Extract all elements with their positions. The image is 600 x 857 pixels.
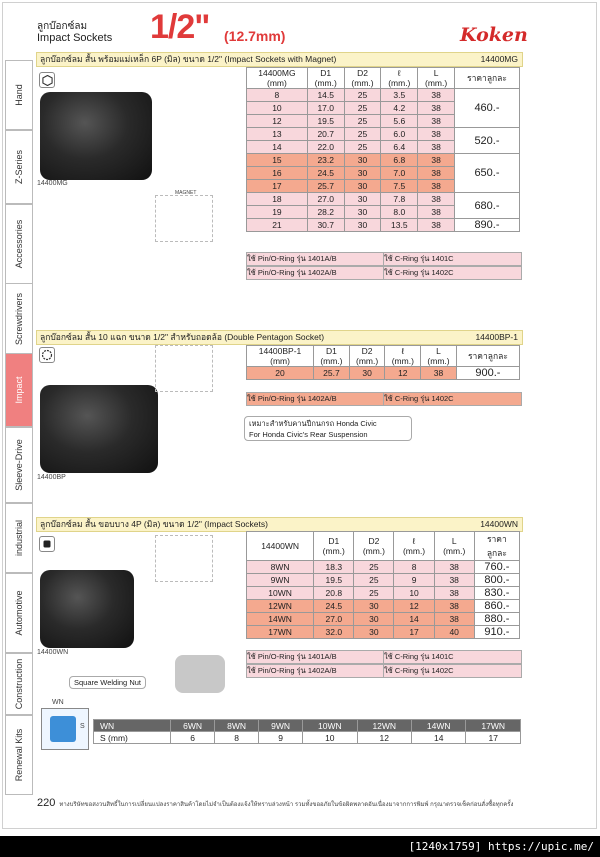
table-cell: 38 — [434, 561, 474, 574]
section-code: 14400MG — [480, 54, 518, 64]
photo-label: 14400MG — [37, 180, 68, 187]
table-cell: 18.3 — [314, 561, 354, 574]
price-cell: 910.- — [474, 626, 519, 639]
page-footer — [37, 797, 513, 809]
table-cell: 12 — [247, 115, 308, 128]
dimension-diagram — [155, 195, 213, 242]
table-cell: 19 — [247, 206, 308, 219]
table-cell: 38 — [418, 102, 455, 115]
table-cell: 7.5 — [381, 180, 418, 193]
table-cell: 23.2 — [307, 154, 344, 167]
dimension-diagram — [155, 535, 213, 582]
column-header: ℓ (mm.) — [385, 346, 421, 367]
section-bar-mg — [36, 52, 523, 67]
socket-photo-mg — [40, 92, 152, 180]
table-cell: 8 — [215, 732, 259, 744]
dimension-diagram — [155, 345, 213, 392]
table-cell: 20.7 — [307, 128, 344, 141]
table-cell: 12WN — [247, 600, 314, 613]
price-cell: 890.- — [454, 219, 519, 232]
table-cell: 8 — [394, 561, 434, 574]
table-cell: 6.4 — [381, 141, 418, 154]
table-cell: 10 — [303, 732, 357, 744]
table-cell: 3.5 — [381, 89, 418, 102]
header-row — [247, 68, 520, 89]
table-row — [247, 600, 520, 613]
table-cell: 40 — [434, 626, 474, 639]
table-cell: 19.5 — [307, 115, 344, 128]
column-header: L (mm.) — [421, 346, 457, 367]
side-tab-z-series[interactable] — [5, 130, 33, 204]
table-cell: 10 — [247, 102, 308, 115]
table-cell: 6 — [171, 732, 215, 744]
table-cell: S (mm) — [94, 732, 171, 744]
column-header: ℓ (mm.) — [381, 68, 418, 89]
side-tab-accessories[interactable] — [5, 204, 33, 284]
column-header: ราคาลูกละ — [456, 346, 519, 367]
table-cell: 38 — [418, 115, 455, 128]
table-cell: 25 — [344, 128, 381, 141]
price-cell: 800.- — [474, 574, 519, 587]
table-cell: 12 — [385, 367, 421, 380]
column-header: D1 (mm.) — [314, 346, 350, 367]
table-row — [247, 154, 520, 167]
side-tab-label: industrial — [14, 519, 24, 557]
table-cell: 15 — [247, 154, 308, 167]
table-cell: 10WN — [247, 587, 314, 600]
section-bar-bp — [36, 330, 523, 345]
table-cell: 4.2 — [381, 102, 418, 115]
table-row — [247, 626, 520, 639]
table-cell: 20.8 — [314, 587, 354, 600]
header-row — [247, 346, 520, 367]
table-cell: 12WN — [357, 720, 411, 732]
note-cring: ใช้ C-Ring รุ่น 1402C — [383, 392, 522, 406]
table-cell: 25 — [344, 102, 381, 115]
table-cell: 14 — [394, 613, 434, 626]
table-cell: 10 — [394, 587, 434, 600]
table-cell: 17WN — [247, 626, 314, 639]
table-row — [247, 561, 520, 574]
table-cell: 5.6 — [381, 115, 418, 128]
table-cell: 27.0 — [314, 613, 354, 626]
table-cell: 17 — [394, 626, 434, 639]
column-header: L (mm.) — [418, 68, 455, 89]
table-row — [94, 720, 521, 732]
table-cell: 38 — [434, 574, 474, 587]
table-cell: 38 — [418, 89, 455, 102]
table-cell: 9WN — [259, 720, 303, 732]
side-tab-label: Z-Series — [14, 149, 24, 185]
side-tab-hand[interactable] — [5, 60, 33, 130]
size-heading: 1/2" — [150, 8, 210, 46]
table-cell: 38 — [418, 193, 455, 206]
side-tab-label: Impact — [14, 376, 24, 404]
table-cell: 38 — [418, 141, 455, 154]
table-cell: 8.0 — [381, 206, 418, 219]
side-tab-screwdrivers[interactable] — [5, 283, 33, 355]
photo-label: 14400BP — [37, 474, 66, 481]
table-row — [247, 574, 520, 587]
photo-label: 14400WN — [37, 649, 69, 656]
note-pin: ใช้ Pin/O-Ring รุ่น 1402A/B — [246, 664, 384, 678]
table-cell: 17WN — [466, 720, 521, 732]
spec-table-bp — [246, 345, 520, 380]
spec-table-wn — [246, 531, 520, 639]
side-tab-label: Accessories — [14, 219, 24, 269]
table-cell: 32.0 — [314, 626, 354, 639]
table-cell: 25.7 — [307, 180, 344, 193]
table-cell: 30.7 — [307, 219, 344, 232]
table-cell: 18 — [247, 193, 308, 206]
table-cell: 38 — [421, 367, 457, 380]
wn-square-diagram — [41, 708, 89, 750]
size-mm: (12.7mm) — [224, 28, 286, 44]
square-icon — [39, 536, 55, 552]
table-cell: 9WN — [247, 574, 314, 587]
side-tab-label: Screwdrivers — [14, 292, 24, 346]
table-cell: 38 — [418, 206, 455, 219]
table-cell: 30 — [344, 154, 381, 167]
table-cell: 16 — [247, 167, 308, 180]
table-row — [247, 89, 520, 102]
table-cell: 8WN — [247, 561, 314, 574]
table-cell: 25.7 — [314, 367, 350, 380]
table-cell: 8 — [247, 89, 308, 102]
socket-photo-wn — [40, 570, 134, 648]
column-header: ℓ (mm.) — [394, 532, 434, 561]
price-cell: 460.- — [454, 89, 519, 128]
side-tab-industrial[interactable] — [5, 503, 33, 573]
table-cell: 30 — [344, 167, 381, 180]
table-cell: 30 — [354, 626, 394, 639]
note-pin: ใช้ Pin/O-Ring รุ่น 1402A/B — [246, 392, 384, 406]
table-cell: 30 — [344, 193, 381, 206]
note-cring: ใช้ C-Ring รุ่น 1402C — [383, 664, 522, 678]
callout-english: For Honda Civic's Rear Suspension — [249, 430, 368, 439]
hexagon-icon — [39, 72, 55, 88]
watermark-bar — [0, 836, 600, 857]
note-pin: ใช้ Pin/O-Ring รุ่น 1401A/B — [246, 650, 384, 664]
table-cell: 30 — [344, 219, 381, 232]
note-pin: ใช้ Pin/O-Ring รุ่น 1402A/B — [246, 266, 384, 280]
table-cell: 6.0 — [381, 128, 418, 141]
table-row — [94, 732, 521, 744]
table-cell: 6.8 — [381, 154, 418, 167]
section-title: ลูกบ๊อกซ์ลม สั้น พร้อมแม่เหล็ก 6P (มิล) ขนาด 1/2" (Impact Sockets with Magnet) — [40, 54, 337, 64]
table-cell: 14.5 — [307, 89, 344, 102]
column-header: D2 (mm.) — [354, 532, 394, 561]
price-cell: 650.- — [454, 154, 519, 193]
side-tab-label: Renewal Kits — [14, 728, 24, 782]
price-cell: 880.- — [474, 613, 519, 626]
title-thai: ลูกบ๊อกซ์ลม — [37, 21, 88, 32]
table-cell: 14WN — [247, 613, 314, 626]
table-cell: 21 — [247, 219, 308, 232]
price-cell: 680.- — [454, 193, 519, 219]
table-cell: 7.0 — [381, 167, 418, 180]
column-header: ราคา ลูกละ — [474, 532, 519, 561]
table-cell: 25 — [344, 115, 381, 128]
column-header: ราคาลูกละ — [454, 68, 519, 89]
section-bar-wn — [36, 517, 523, 532]
price-cell: 860.- — [474, 600, 519, 613]
magnet-label: MAGNET — [175, 190, 197, 196]
table-cell: 30 — [349, 367, 385, 380]
table-cell: 30 — [344, 180, 381, 193]
table-cell: 14 — [247, 141, 308, 154]
table-cell: 14 — [412, 732, 466, 744]
section-title: ลูกบ๊อกซ์ลม สั้น ขอบบาง 4P (มิล) ขนาด 1/2" (Impact Sockets) — [40, 519, 268, 529]
table-cell: 24.5 — [307, 167, 344, 180]
section-code: 14400BP-1 — [475, 332, 518, 342]
table-cell: 28.2 — [307, 206, 344, 219]
table-cell: 25 — [344, 141, 381, 154]
table-cell: 12 — [357, 732, 411, 744]
table-cell: 38 — [418, 154, 455, 167]
table-cell: 25 — [354, 574, 394, 587]
table-cell: 38 — [434, 600, 474, 613]
table-cell: 30 — [344, 206, 381, 219]
price-cell: 520.- — [454, 128, 519, 154]
table-cell: 19.5 — [314, 574, 354, 587]
side-tab-label: Hand — [14, 84, 24, 106]
table-cell: 20 — [247, 367, 314, 380]
column-header: D1 (mm.) — [314, 532, 354, 561]
table-row — [247, 128, 520, 141]
table-cell: 25 — [344, 89, 381, 102]
table-cell: 10WN — [303, 720, 357, 732]
section-code: 14400WN — [480, 519, 518, 529]
column-header: 14400WN — [247, 532, 314, 561]
spec-table-mg — [246, 67, 520, 232]
column-header: 14400BP-1 (mm) — [247, 346, 314, 367]
table-row — [247, 219, 520, 232]
price-cell: 830.- — [474, 587, 519, 600]
side-tab-impact[interactable] — [5, 353, 33, 427]
callout-thai: เหมาะสำหรับคานปีกนกรถ Honda Civic — [249, 419, 377, 428]
page-number: 220 — [37, 797, 56, 809]
note-pin: ใช้ Pin/O-Ring รุ่น 1401A/B — [246, 252, 384, 266]
table-row — [247, 587, 520, 600]
table-row — [247, 193, 520, 206]
watermark: [1240x1759] https://upic.me/ — [408, 840, 594, 853]
table-cell: 25 — [354, 561, 394, 574]
table-cell: 38 — [434, 613, 474, 626]
price-cell: 900.- — [456, 367, 519, 380]
table-cell: 30 — [354, 600, 394, 613]
table-cell: 27.0 — [307, 193, 344, 206]
table-cell: 24.5 — [314, 600, 354, 613]
table-cell: 17 — [466, 732, 521, 744]
note-cring: ใช้ C-Ring รุ่น 1401C — [383, 650, 522, 664]
square-nut-icon — [50, 716, 76, 742]
wn-icon-label: WN — [52, 699, 64, 706]
table-cell: 38 — [434, 587, 474, 600]
side-tab-automotive[interactable] — [5, 573, 33, 653]
welding-nut-callout: Square Welding Nut — [69, 676, 146, 689]
table-cell: 38 — [418, 128, 455, 141]
price-cell: 760.- — [474, 561, 519, 574]
header-row — [247, 532, 520, 561]
socket-photo-bp — [40, 385, 158, 473]
table-cell: 13.5 — [381, 219, 418, 232]
table-cell: 38 — [418, 180, 455, 193]
welding-nut-image — [175, 655, 225, 693]
title-english: Impact Sockets — [37, 32, 113, 44]
column-header: 14400MG (mm) — [247, 68, 308, 89]
side-tab-label: Sleeve-Drive — [14, 439, 24, 491]
table-cell: 9 — [259, 732, 303, 744]
table-cell: WN — [94, 720, 171, 732]
side-tab-sleeve-drive[interactable] — [5, 427, 33, 503]
table-cell: 7.8 — [381, 193, 418, 206]
section-title: ลูกบ๊อกซ์ลม สั้น 10 แฉก ขนาด 1/2" สำหรับถอดล้อ (Double Pentagon Socket) — [40, 332, 325, 342]
side-tab-renewal-kits[interactable] — [5, 715, 33, 795]
table-cell: 13 — [247, 128, 308, 141]
table-cell: 14WN — [412, 720, 466, 732]
table-row — [247, 613, 520, 626]
table-cell: 38 — [418, 219, 455, 232]
table-row — [247, 367, 520, 380]
footer-disclaimer: ทางบริษัทขอสงวนสิทธิ์ในการเปลี่ยนแปลงราคาสินค้าโดยไม่จำเป็นต้องแจ้งให้ทราบล่วงหน้า รวมทั้งขออภัยในข้อผิดพลาดอันเนื่องมาจากการพิมพ์ กรุณาตรวจเช็คก่อนสั่งซื้อทุกครั้ง — [59, 802, 514, 808]
double-pentagon-icon — [39, 347, 55, 363]
note-cring: ใช้ C-Ring รุ่น 1402C — [383, 266, 522, 280]
side-tab-label: Automotive — [14, 590, 24, 636]
side-tab-label: Construction — [14, 658, 24, 710]
table-cell: 8WN — [215, 720, 259, 732]
table-cell: 17.0 — [307, 102, 344, 115]
table-cell: 9 — [394, 574, 434, 587]
table-cell: 6WN — [171, 720, 215, 732]
table-cell: 22.0 — [307, 141, 344, 154]
note-cring: ใช้ C-Ring รุ่น 1401C — [383, 252, 522, 266]
honda-callout — [244, 416, 412, 441]
column-header: L (mm.) — [434, 532, 474, 561]
wn-size-table — [93, 719, 521, 744]
side-tab-construction[interactable] — [5, 653, 33, 715]
column-header: D2 (mm.) — [349, 346, 385, 367]
table-cell: 17 — [247, 180, 308, 193]
column-header: D1 (mm.) — [307, 68, 344, 89]
table-cell: 12 — [394, 600, 434, 613]
column-header: D2 (mm.) — [344, 68, 381, 89]
koken-logo: Koken — [460, 24, 528, 46]
table-cell: 25 — [354, 587, 394, 600]
s-label: S — [80, 723, 85, 730]
table-cell: 38 — [418, 167, 455, 180]
table-cell: 30 — [354, 613, 394, 626]
